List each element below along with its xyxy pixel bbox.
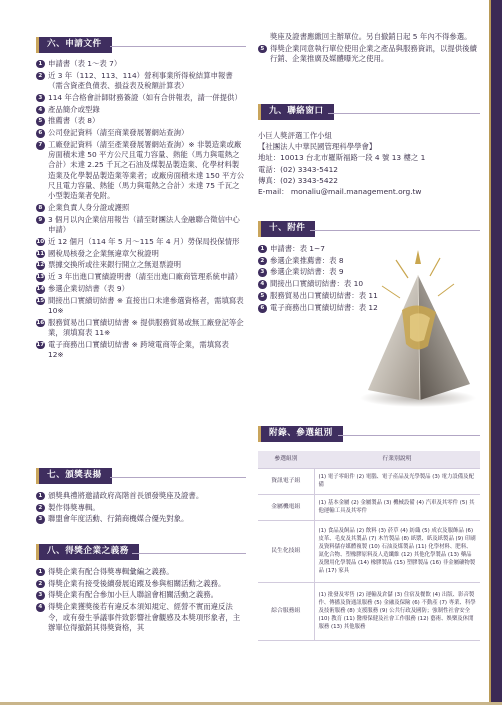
section-rule [310,230,480,231]
item-number-badge: 3 [36,94,45,103]
list-item [36,237,246,247]
list-item [36,116,246,126]
item-text: 近 3 年（112、113、114）營利事業所得稅結算申報書（需含資產負債表、損益表及稅額計算表） [48,70,233,90]
list-item [36,514,246,524]
item-text: 參選企業切結書：表 9 [270,267,344,277]
item-text: 間接出口實績切結書：表 10 [270,279,364,289]
item-number-badge: 5 [36,117,45,126]
item-text: 得獎企業同意執行單位使用企業之產品與服務資訊，以提供後續行銷、企業推廣及媒體曝光之使用。 [270,43,477,64]
section-appendix-groups [258,426,480,641]
table-header-row [258,451,480,468]
item-text: 聯盟會年度活動、行銷商機媒合優先對象。 [48,514,189,524]
item-number-badge: 3 [258,268,267,277]
award-ceremony-list [36,491,246,525]
list-item [36,71,246,91]
right-decor-strip [489,0,502,705]
section-rule [328,113,480,114]
application-documents-list [36,59,246,360]
list-item [36,296,246,316]
table-row [258,494,480,520]
item-text: 服務貿易出口實績切結書 ※ 提供服務貿易或無工廠登記等企業，須填寫表 11※ [48,317,244,338]
item-number-badge: 2 [36,580,45,589]
item-text: 參選企業推薦書：表 8 [270,255,344,265]
list-item [36,602,246,633]
group-name-cell: 民生化技組 [258,520,314,582]
item-text: 參選企業切結書（表 9） [48,283,129,293]
gold-spark [415,250,421,264]
item-number-badge: 8 [36,204,45,213]
list-item [36,93,246,103]
item-number-badge: 6 [36,129,45,138]
contact-address: 地址：10013 台北市羅斯福路一段 4 號 13 樓之 1 [258,153,426,163]
item-text: 國稅局核發之企業無違章欠稅證明 [48,248,159,258]
item-number-badge: 6 [258,304,267,313]
item-number-badge: 5 [258,292,267,301]
item-number-badge: 10 [36,238,45,245]
list-item [36,105,246,115]
item-text: 3 個月以內企業信用報告（請至財團法人金融聯合徵信中心申請） [48,214,240,234]
list-item [36,503,246,513]
list-item [36,284,246,294]
list-item [36,260,246,270]
item-text: 得獎企業有配合參加小巨人聯誼會相關活動之義務。 [48,590,218,600]
contact-info [258,131,480,197]
item-text: 間接出口實績切結書 ※ 直接出口未達參選資格者，需填寫表 10※ [48,295,244,315]
list-item [36,340,246,360]
group-description-cell: (1) 食品及飼品 (2) 飲料 (3) 菸草 (4) 紡織 (5) 成衣及服飾品 (6) 皮革、毛皮及其製品 (7) 木竹製品 (8) 紙漿、紙及紙製品 (9) 印刷及資料儲存媒體複製 (10) 石油及煤製品 (11) 化學材料、肥料、氮化合物、塑橡膠原料及人造纖維 (12) 其他化學製品 (13) 藥品及醫用化學製品 (14) 橡膠製品 (15) 塑膠製品 (16) 非金屬礦物製品 (17) 家具 [314,520,480,582]
section-header [258,221,315,237]
gold-ray [396,260,408,278]
item-number-badge: 1 [36,60,45,69]
crystal-pyramid-trophy-image [358,250,480,420]
section-title: 六、申請文件 [36,37,112,53]
item-number-badge: 1 [36,492,45,501]
item-number-badge: 17 [36,341,45,348]
list-item [36,128,246,138]
group-name-cell: 金屬機電組 [258,494,314,520]
groups-table [258,451,480,641]
item-text: 申請書：表 1~7 [270,243,325,253]
item-number-badge: 15 [36,297,45,304]
list-item [36,59,246,69]
group-name-cell: 資訊電子組 [258,468,314,494]
item-number-badge: 11 [36,250,45,257]
section-title: 七、頒獎表揚 [36,468,112,484]
item-text: 114 年合格會計師財務簽證（如有合併報表，請一併提供） [48,92,242,102]
item-number-badge: 2 [36,504,45,513]
item-text: 得獎企業有配合得獎專輯彙編之義務。 [48,566,174,576]
group-description-cell: (1) 批發及零售 (2) 運輸及倉儲 (3) 住宿及餐飲 (4) 出版、影音製作、傳播及資通訊服務 (5) 金融及保險 (6) 不動產 (7) 專業、科學及技術服務 (8) 支援服務 (9) 公共行政及國防；強制性社會安全 (10) 教育 (11) 醫療保健及社會工作服務 (12) 藝術、娛樂及休閒服務 (13) 其他服務 [314,582,480,640]
section-winner-obligations [36,544,246,635]
table-row [258,582,480,640]
winner-obligations-list-continued [258,32,480,64]
section-header [36,544,139,560]
item-number-badge: 14 [36,285,45,292]
item-text: 推薦書（表 8） [48,116,100,126]
item-number-badge: 12 [36,262,45,269]
winner-obligations-list [36,567,246,633]
item-number-badge: 1 [36,568,45,577]
item-text: 工廠登記資料（請至產業發展署網站查詢）※ 非製造業或廠房面積未達 50 平方公尺且電力容量、熱能（馬力與電熱之合計）未達 2.25 千瓦之石油及煤製品製造業、化學材料製造業及化學製品製造業等業者；或廠房面積未達 150 平方公尺且電力容量、熱能（馬力與電熱之合計）未達 75 千瓦之小型製造業者免附。 [48,139,245,201]
table-row [258,520,480,582]
list-item [36,590,246,600]
contact-association: 【社團法人中華民國管理科學學會】 [258,142,377,152]
item-number-badge: 3 [36,591,45,600]
section-contact [258,104,480,198]
section-header [36,37,112,53]
item-text: 得獎企業獲獎後若有違反本須知規定、經營不實而違反法令，或有發生爭議事件致影響社會觀感及本獎項形象者，主辦單位得撤銷其得獎資格，其 [48,602,241,632]
list-item [36,272,246,282]
list-item [258,44,480,64]
section-rule [132,553,246,554]
header-group: 參選組別 [258,451,314,468]
section-application-documents [36,37,246,362]
list-item [36,249,246,259]
section-header [258,426,343,442]
contact-org: 小巨人獎評選工作小組 [258,130,332,140]
gold-ray [382,286,400,298]
list-item [36,579,246,589]
item-number-badge: 5 [258,45,267,54]
item-number-badge: 9 [36,216,45,225]
list-item [36,567,246,577]
item-text: 票據交換所或往來銀行開立之無退票證明 [48,260,182,270]
section-rule [110,46,246,47]
section-award-ceremony [36,468,246,526]
item-text: 公司登記資料（請至商業發展署網站查詢） [48,128,189,138]
item-number-badge: 3 [36,515,45,524]
list-item-continued [258,32,480,42]
item-text: 電子商務出口實績切結書 ※ 跨境電商等企業，需填寫表 12※ [48,339,229,360]
item-text: 近 12 個月（114 年 5 月～115 年 4 月）勞保局投保情形 [48,236,240,246]
section-title: 九、聯絡窗口 [258,104,334,120]
group-description-cell: (1) 基本金屬 (2) 金屬製品 (3) 機械設備 (4) 汽車及其零件 (5) 其他運輸工具及其零件 [314,494,480,520]
item-number-badge: 1 [258,245,267,254]
group-name-cell: 綜合服務組 [258,582,314,640]
contact-email[interactable]: E-mail： monaliu@mail.management.org.tw [258,186,422,196]
item-number-badge: 4 [36,603,45,612]
contact-phone: 電話：(02) 3343-5412 [258,164,338,174]
table-row [258,468,480,494]
group-description-cell: (1) 電子零組件 (2) 電腦、電子產品及光學製品 (3) 電力設備及配備 [314,468,480,494]
gold-ray [438,284,454,296]
list-item [36,318,246,338]
item-number-badge: 7 [36,141,45,150]
item-text: 近 3 年出進口實績證明書（請至出進口廠商管理系統申請） [48,272,243,282]
section-header [36,468,112,484]
item-number-badge: 2 [36,72,45,81]
item-number-badge: 4 [36,106,45,115]
item-number-badge: 13 [36,274,45,281]
contact-fax: 傳真：(02) 3343-5422 [258,175,338,185]
list-item [36,140,246,201]
section-title: 十、附件 [258,221,315,237]
item-number-badge: 16 [36,319,45,326]
section-rule [338,435,480,436]
gold-ray [430,258,440,276]
list-item [36,215,246,235]
winner-obligations-continued [258,32,480,66]
list-item [36,203,246,213]
item-text: 製作得獎專輯。 [48,502,100,512]
item-text: 申請書（表 1～表 7） [48,58,122,68]
section-header [258,104,334,120]
item-text: 電子商務出口實績切結書：表 12 [270,302,378,312]
item-text: 服務貿易出口實績切結書：表 11 [270,291,378,301]
item-text: 頒獎典禮將邀請政府高階首長頒發獎座及證書。 [48,490,204,500]
header-description: 行業別說明 [314,451,480,468]
item-text-continued: 獎座及證書應繳回主辦單位。另自撤銷日起 5 年內不得參選。 [270,32,472,41]
section-title: 八、得獎企業之義務 [36,544,139,560]
item-number-badge: 2 [258,257,267,266]
item-text: 產品簡介或型錄 [48,104,100,114]
item-text: 企業負責人身分證或護照 [48,202,130,212]
section-title: 附錄、參選組別 [258,426,343,442]
list-item [36,491,246,501]
section-rule [110,477,246,478]
item-number-badge: 4 [258,280,267,289]
item-text: 得獎企業有接受後續發展追蹤及參與相關活動之義務。 [48,578,226,588]
